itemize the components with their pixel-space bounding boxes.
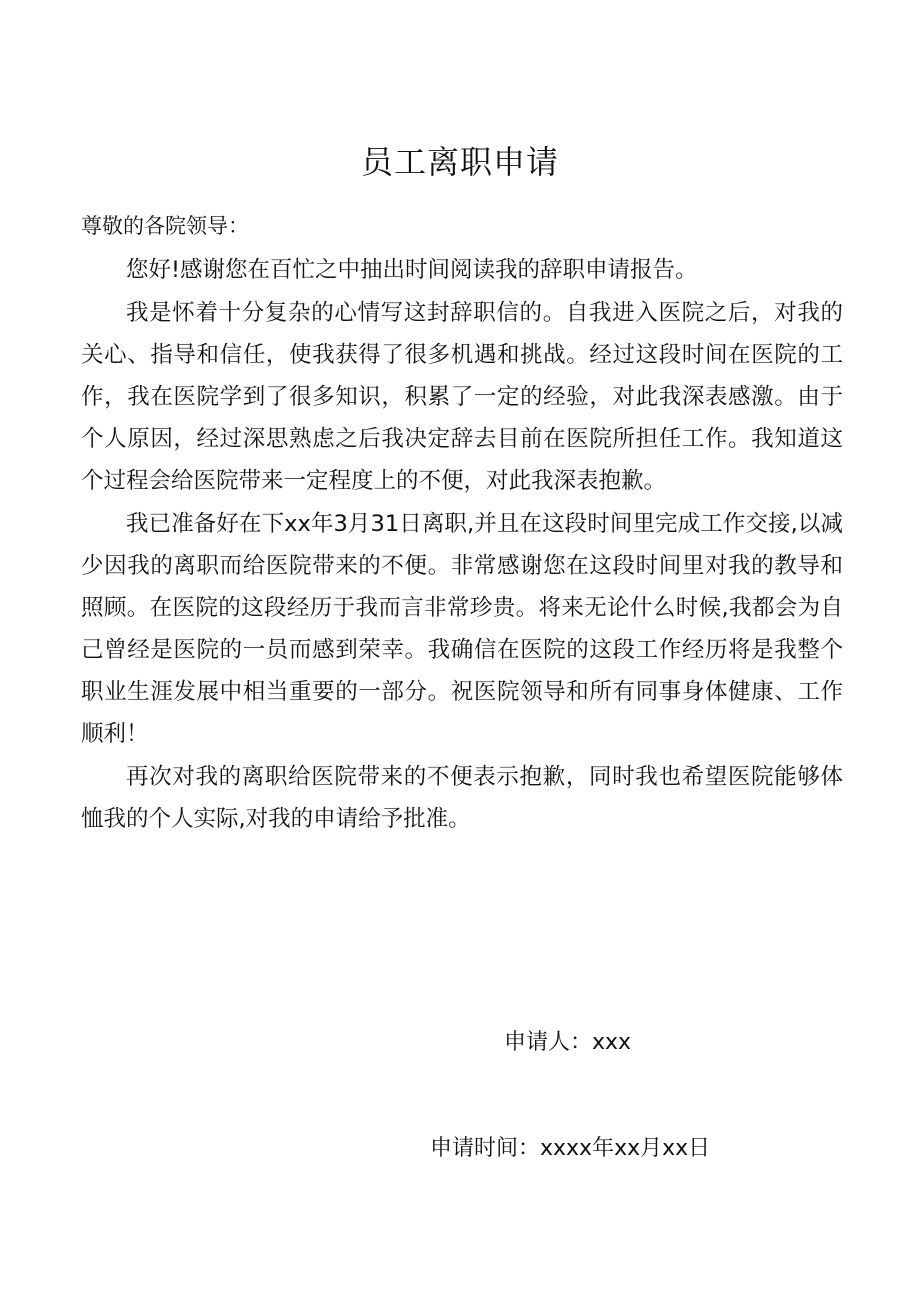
application-date-line: 申请时间：xxxx年xx月xx日 <box>430 1136 711 1161</box>
letter-body <box>81 249 843 840</box>
paragraph: 再次对我的离职给医院带来的不便表示抱歉，同时我也希望医院能够体恤我的个人实际,对我的申请给予批准。 <box>81 764 843 832</box>
paragraph: 我是怀着十分复杂的心情写这封辞职信的。自我进入医院之后，对我的关心、指导和信任，使我获得了很多机遇和挑战。经过这段时间在医院的工作，我在医院学到了很多知识，积累了一定的经验，对此我深表感激。由于个人原因，经过深思熟虑之后我决定辞去目前在医院所担任工作。我知道这个过程会给医院带来一定程度上的不便，对此我深表抱歉。 <box>81 300 843 494</box>
applicant-signature-line: 申请人：xxx <box>504 1030 632 1055</box>
paragraph: 您好!感谢您在百忙之中抽出时间阅读我的辞职申请报告。 <box>126 257 698 283</box>
paragraph: 我已准备好在下xx年3月31日离职,并且在这段时间里完成工作交接,以减少因我的离职而给医院带来的不便。非常感谢您在这段时间里对我的教导和照顾。在医院的这段经历于我而言非常珍贵。将来无论什么时候,我都会为自己曾经是医院的一员而感到荣幸。我确信在医院的这段工作经历将是我整个职业生涯发展中相当重要的一部分。祝医院领导和所有同事身体健康、工作顺利！ <box>81 511 843 747</box>
document-title: 员工离职申请 <box>360 143 559 181</box>
salutation: 尊敬的各院领导： <box>81 214 249 238</box>
